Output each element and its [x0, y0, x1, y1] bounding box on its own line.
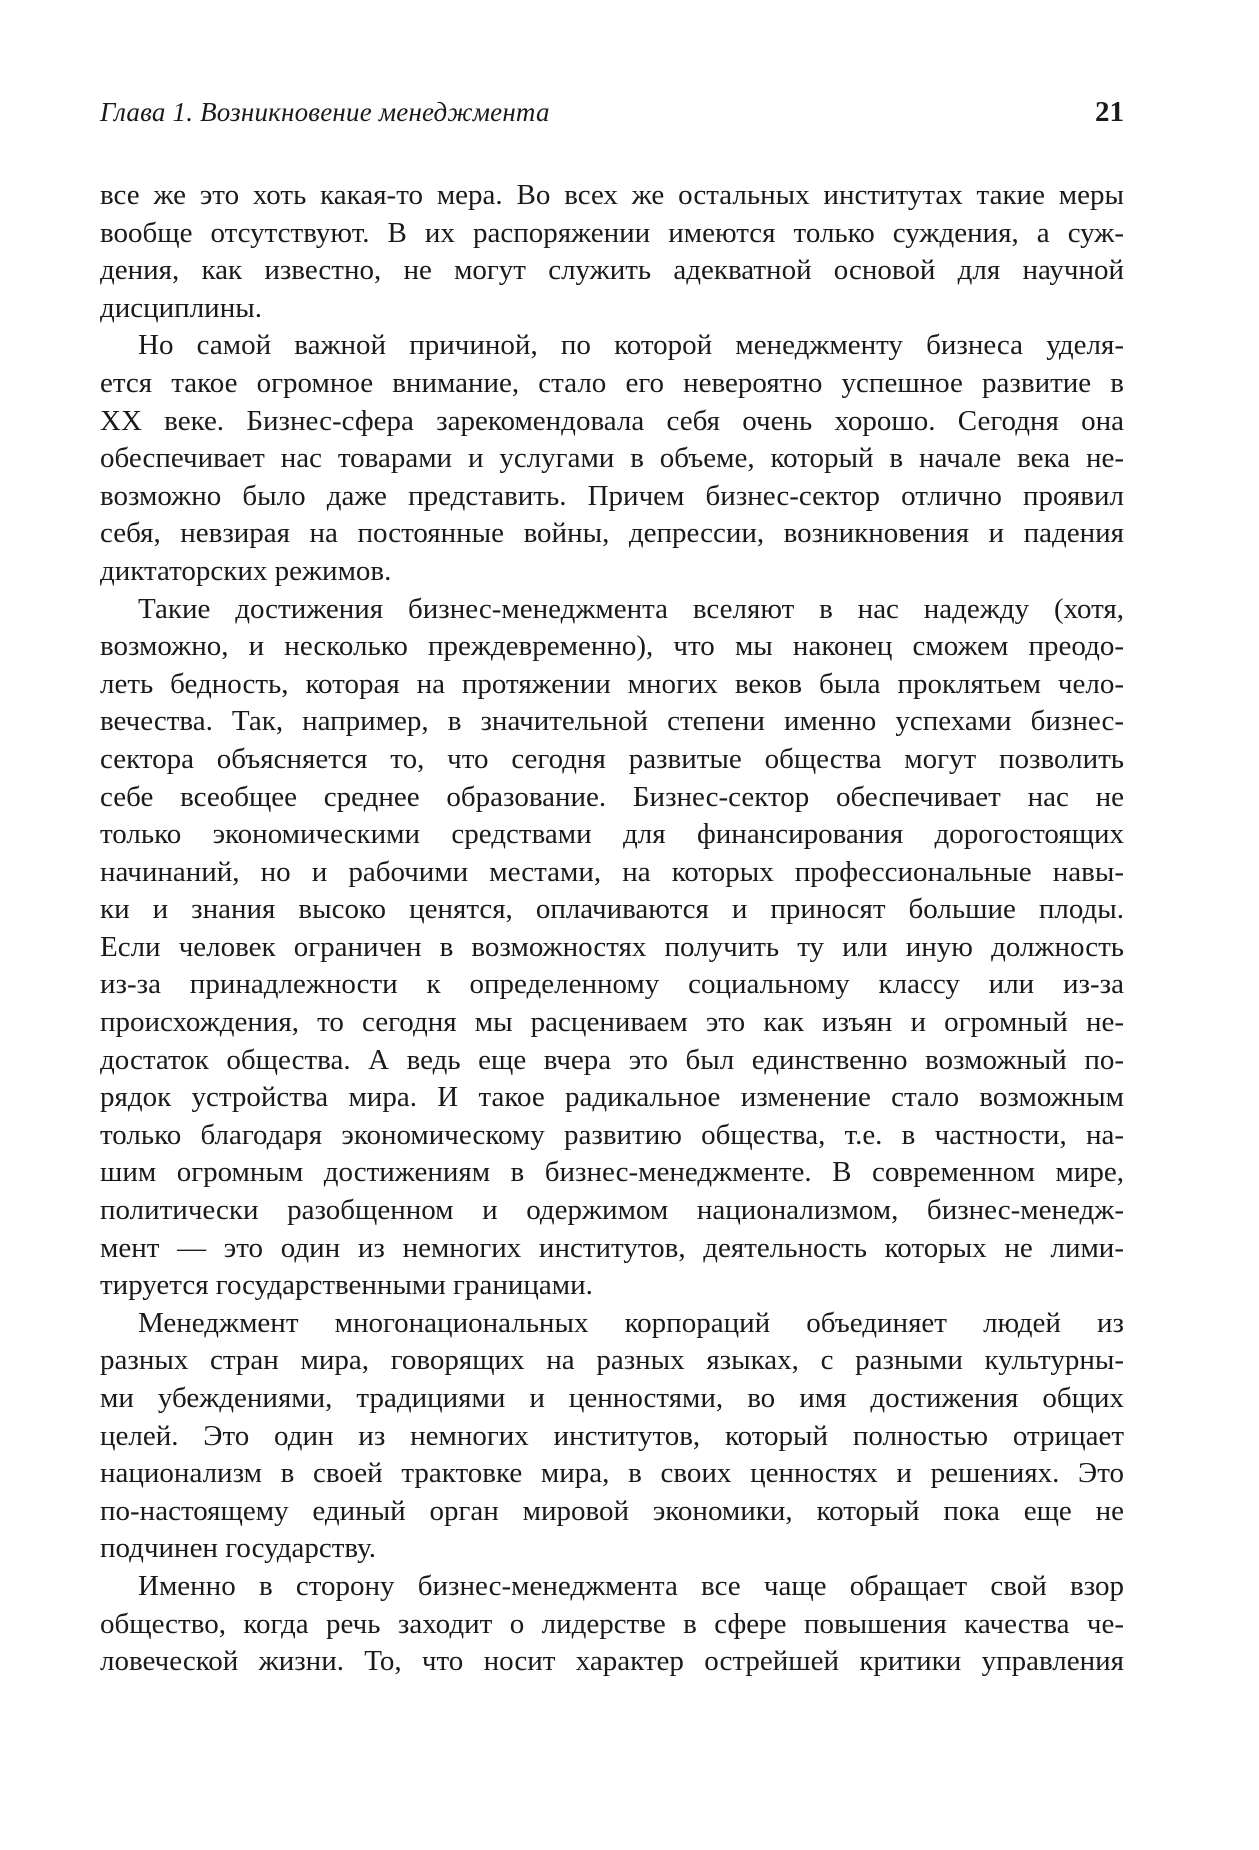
- paragraph: [100, 177, 1124, 327]
- text-line: обеспечивает нас товарами и услугами в объеме, который в начале века не-: [100, 442, 1124, 475]
- paragraph: [100, 1305, 1124, 1568]
- text-line: по-настоящему единый орган мировой экономики, который пока еще не: [100, 1494, 1124, 1527]
- paragraph: [100, 591, 1124, 1305]
- text-line: возможно, и несколько преждевременно), что мы наконец сможем преодо-: [100, 630, 1124, 663]
- text-line: вообще отсутствуют. В их распоряжении имеются только суждения, а суж-: [100, 216, 1124, 249]
- text-line: дисциплины.: [100, 291, 262, 324]
- text-line: все же это хоть какая-то мера. Во всех же остальных институтах такие меры: [100, 179, 1124, 211]
- text-line: разных стран мира, говорящих на разных языках, с разными культурны-: [100, 1344, 1124, 1377]
- text-line: сектора объясняется то, что сегодня развитые общества могут позволить: [100, 742, 1124, 775]
- text-line: политически разобщенном и одержимом национализмом, бизнес-менедж-: [100, 1194, 1124, 1227]
- text-line: Такие достижения бизнес-менеджмента вселяют в нас надежду (хотя,: [138, 592, 1124, 625]
- text-line: начинаний, но и рабочими местами, на которых профессиональные навы-: [100, 855, 1124, 888]
- page-header: [100, 96, 1124, 129]
- paragraph: [100, 327, 1124, 590]
- text-line: Именно в сторону бизнес-менеджмента все чаще обращает свой взор: [138, 1569, 1124, 1602]
- text-line: ми убеждениями, традициями и ценностями, во имя достижения общих: [100, 1382, 1124, 1414]
- text-line: происхождения, то сегодня мы расцениваем это как изъян и огромный не-: [100, 1006, 1124, 1039]
- text-line: себя, невзирая на постоянные войны, депрессии, возникновения и падения: [100, 517, 1124, 550]
- page-number: 21: [1095, 96, 1124, 128]
- text-line: подчинен государству.: [100, 1532, 376, 1565]
- text-line: Менеджмент многонациональных корпораций объединяет людей из: [138, 1306, 1124, 1339]
- text-line: себе всеобщее среднее образование. Бизнес-сектор обеспечивает нас не: [100, 780, 1124, 813]
- text-line: ловеческой жизни. То, что носит характер острейшей критики управления: [100, 1645, 1124, 1678]
- text-line: ки и знания высоко ценятся, оплачиваются и приносят большие плоды.: [100, 893, 1124, 926]
- text-line: шим огромным достижениям в бизнес-менеджменте. В современном мире,: [100, 1156, 1124, 1189]
- text-line: Но самой важной причиной, по которой менеджменту бизнеса уделя-: [138, 329, 1124, 362]
- text-line: вечества. Так, например, в значительной степени именно успехами бизнес-: [100, 705, 1124, 738]
- text-line: из-за принадлежности к определенному социальному классу или из-за: [100, 968, 1124, 1001]
- text-line: ется такое огромное внимание, стало его невероятно успешное развитие в: [100, 366, 1124, 399]
- text-line: дения, как известно, не могут служить адекватной основой для научной: [100, 254, 1124, 287]
- body-text: [100, 177, 1124, 1681]
- text-line: возможно было даже представить. Причем бизнес-сектор отлично проявил: [100, 479, 1124, 512]
- text-line: национализм в своей трактовке мира, в своих ценностях и решениях. Это: [100, 1457, 1124, 1490]
- text-line: XX веке. Бизнес-сфера зарекомендовала себя очень хорошо. Сегодня она: [100, 404, 1124, 437]
- text-line: только экономическими средствами для финансирования дорогостоящих: [100, 818, 1124, 851]
- text-line: леть бедность, которая на протяжении многих веков была проклятьем чело-: [100, 667, 1124, 700]
- text-line: целей. Это один из немногих институтов, который полностью отрицает: [100, 1419, 1124, 1452]
- text-line: рядок устройства мира. И такое радикальное изменение стало возможным: [100, 1081, 1124, 1114]
- text-line: только благодаря экономическому развитию общества, т.е. в частности, на-: [100, 1118, 1124, 1151]
- text-line: Если человек ограничен в возможностях получить ту или иную должность: [100, 930, 1124, 963]
- text-line: диктаторских режимов.: [100, 554, 392, 587]
- text-line: общество, когда речь заходит о лидерстве в сфере повышения качества че-: [100, 1607, 1124, 1640]
- running-title: Глава 1. Возникновение менеджмента: [100, 97, 550, 127]
- text-line: тируется государственными границами.: [100, 1269, 593, 1302]
- text-line: достаток общества. А ведь еще вчера это был единственно возможный по-: [100, 1043, 1124, 1076]
- paragraph: [100, 1568, 1124, 1681]
- text-line: мент — это один из немногих институтов, деятельность которых не лими-: [100, 1231, 1124, 1264]
